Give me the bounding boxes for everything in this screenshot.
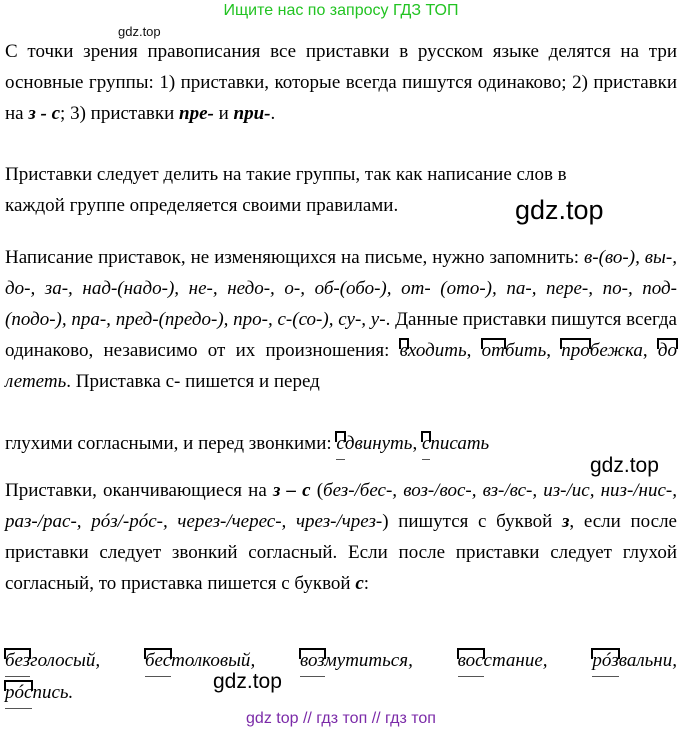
p3-ex1-rest: ходить — [407, 340, 467, 361]
p3-ex3-rest: бежка — [589, 340, 643, 361]
p4-prefix-list: без-/бес-, воз-/вос-, вз-/вс-, из-/ис, низ-/нис-, раз-/рас-, рóз/-рóс-, через-/черес-, чрез-/чрез- — [5, 480, 677, 532]
p1-text-b: ; 3) приставки — [60, 103, 180, 124]
p3-ex5-prefix: с — [336, 428, 344, 460]
search-banner[interactable]: Ищите нас по запросу ГДЗ ТОП — [223, 2, 459, 19]
watermark-small: gdz.top — [118, 24, 161, 39]
p4-w5-prefix: рóз — [592, 645, 618, 677]
p4-text-b: ( — [310, 480, 324, 501]
p4-letter-z: з — [562, 511, 570, 532]
p4-w5-rest: вальни — [618, 650, 673, 671]
p3-ex2-prefix: от — [481, 340, 505, 361]
p3-tail: . Данные приставки пишутся всегда одинаково, независимо от их произношения: — [5, 309, 677, 361]
paragraph-z-s-examples: безголосый, бестолковый, возмутиться, восстание, рóзвальни, рóспись. — [5, 645, 677, 709]
p4-w2-prefix: бес — [145, 645, 171, 677]
p3-ex4-prefix: до — [657, 340, 678, 361]
p1-pre-term: пре- — [179, 103, 214, 124]
p3-intro: Написание приставок, не изменяющихся на письме, нужно запомнить: — [5, 247, 580, 268]
p1-zs-term: з - с — [28, 103, 61, 124]
p4-w4-rest: стание — [483, 650, 543, 671]
p3-ex6-rest: писать — [430, 433, 490, 454]
p4-text-e: : — [363, 573, 370, 594]
p2-line-2: каждой группе определяется своими правилами. — [5, 195, 399, 216]
watermark-gdz-1: gdz.top — [515, 195, 604, 225]
p4-w1-prefix: без — [5, 645, 30, 677]
p4-w4-prefix: вос — [458, 645, 484, 677]
p3-prefix-list: в-(во-), вы-, до-, за-, над-(надо-), не-, недо-, о-, об-(обо-), от- (ото-), па-, пере-, по-, под-(подо-), пра-, пред-(предо-), про-, с-(со-), су-, у- — [5, 247, 678, 330]
p3-tail2: . Приставка с- пишется и перед — [66, 371, 320, 392]
p3-ex2-rest: бить — [504, 340, 547, 361]
p4-w1-rest: голосый — [30, 650, 96, 671]
footer-links[interactable]: gdz top // гдз топ // гдз топ — [246, 710, 436, 727]
p2-line-1: Приставки следует делить на такие группы, так как написание слов в — [5, 164, 567, 185]
p3-ex4-rest: лететь — [5, 371, 67, 392]
p4-w3-prefix: воз — [300, 645, 325, 677]
p3-ex3-prefix: про — [561, 340, 590, 361]
p1-text-c: и — [213, 103, 234, 124]
watermark-gdz-2: gdz.top — [590, 454, 659, 477]
p4-w2-rest: толковый — [171, 650, 251, 671]
paragraph-prefix-groups — [5, 36, 677, 129]
paragraph-z-s-prefixes — [5, 475, 677, 599]
paragraph-unchanging-prefixes-end: глухими согласными, и перед звонкими: сдвинуть, списать — [5, 428, 677, 460]
p1-text-a: С точки зрения правописания все приставки в русском языке делятся на три основные группы: 1) приставки, которые всегда пишутся одинаково; 2) приставки на — [5, 41, 677, 124]
p4-w6-rest: пись — [32, 682, 69, 703]
p1-text-d: . — [270, 103, 276, 124]
p4-text-d: , если после приставки следует звонкий согласный. Если после приставки следует глухой согласный, то приставка пишется с буквой — [5, 511, 677, 594]
p4-w3-rest: мутиться — [324, 650, 409, 671]
p3-ex1-prefix: в — [399, 340, 408, 361]
p3-ex5-rest: двинуть — [344, 433, 413, 454]
p4-text-c: ) пишутся с буквой — [382, 511, 562, 532]
paragraph-unchanging-prefixes: Написание приставок, не изменяющихся на письме, нужно запомнить: в-(во-), вы-, до-, за-, над-(надо-), не-, недо-, о-, об-(обо-), от- (ото-), па-, пере-, по-, под-(подо-), пра-, пред-(предо-), про-, с-(со-), су-, у-. Данные приставки пишутся всегда одинаково, независимо от их произношения: входить, отбить, пробежка, долететь. Приставка с- пишется и перед — [5, 247, 678, 392]
p3-line-2: глухими согласными, и перед звонкими: — [5, 433, 337, 454]
p4-w6-prefix: рóс — [5, 677, 32, 709]
p4-text-a: Приставки, оканчивающиеся на — [5, 480, 273, 501]
p4-zs-term: з – с — [272, 480, 311, 501]
p3-ex6-prefix: с — [422, 428, 430, 460]
p4-letter-s: с — [355, 573, 364, 594]
watermark-gdz-3: gdz.top — [213, 670, 282, 693]
p1-pri-term: при- — [233, 103, 271, 124]
